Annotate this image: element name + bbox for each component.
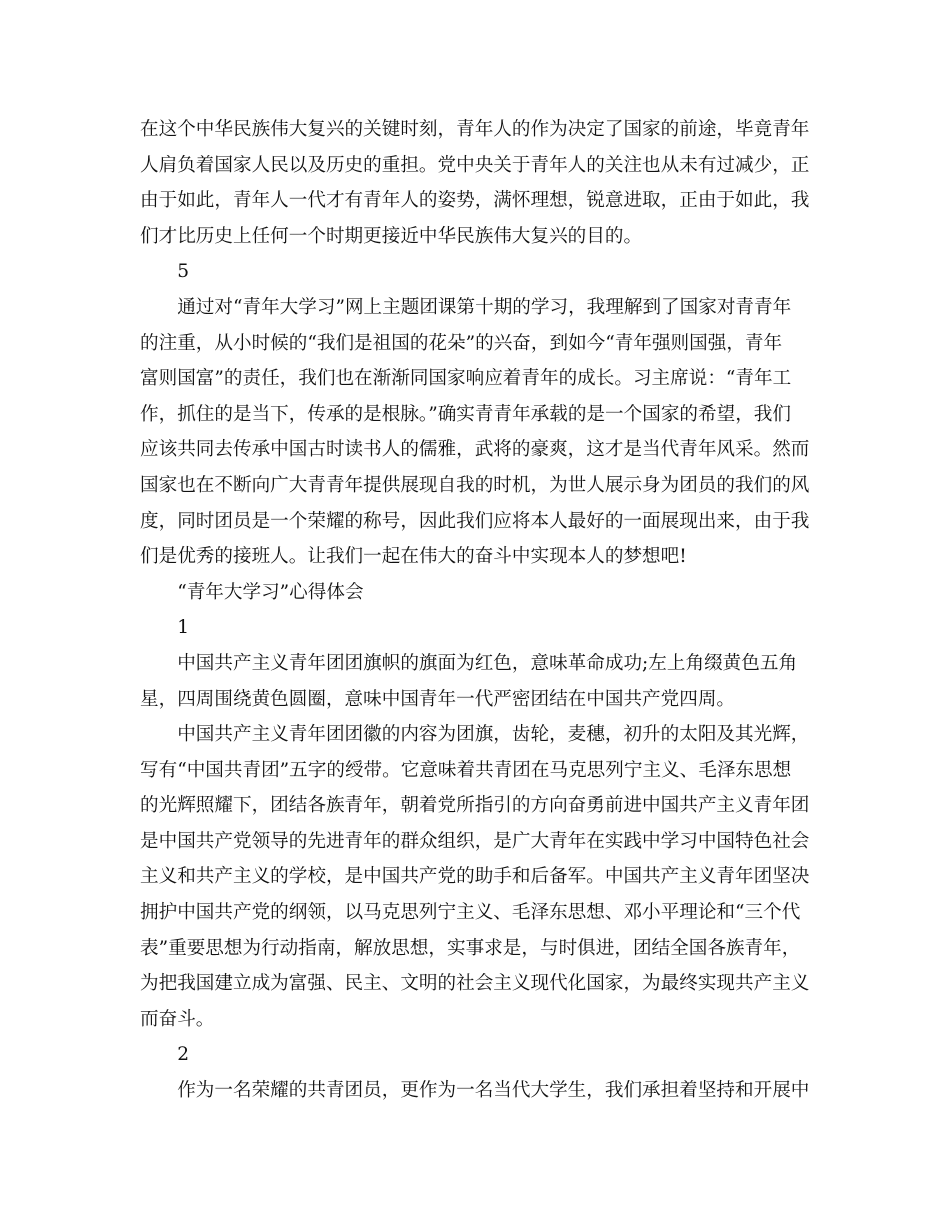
paragraph-line: 作为一名荣耀的共青团员，更作为一名当代大学生，我们承担着坚持和开展中 (177, 1080, 810, 1102)
section-heading-text: “青年大学习”心得体会 (177, 581, 364, 603)
section-number-text: 5 (177, 261, 190, 283)
paragraph-line: 是中国共产党领导的先进青年的群众组织，是广大青年在实践中学习中国特色社会 (140, 830, 810, 852)
paragraph-line: 的光辉照耀下，团结各族青年，朝着党所指引的方向奋勇前进中国共产主义青年团 (140, 795, 810, 817)
paragraph-line: 通过对“青年大学习”网上主题团课第十期的学习，我理解到了国家对青青年 (177, 296, 792, 318)
paragraph-line: 中国共产主义青年团团旗帜的旗面为红色，意味革命成功;左上角缀黄色五角 (177, 652, 798, 674)
paragraph-line: 度，同时团员是一个荣耀的称号，因此我们应将本人最好的一面展现出来，由于我 (140, 510, 810, 532)
paragraph-line: 在这个中华民族伟大复兴的关键时刻，青年人的作为决定了国家的前途，毕竟青年 (140, 119, 810, 140)
paragraph-line: 人肩负着国家人民以及历史的重担。党中央关于青年人的关注也从未有过减少，正 (140, 154, 810, 176)
document-body (140, 112, 830, 1109)
paragraph-line: 们是优秀的接班人。让我们一起在伟大的奋斗中实现本人的梦想吧! (140, 546, 687, 568)
paragraph-line: 为把我国建立成为富强、民主、文明的社会主义现代化国家，为最终实现共产主义 (140, 973, 810, 995)
paragraph (140, 717, 830, 1037)
paragraph-line: 写有“中国共青团”五字的绶带。它意味着共青团在马克思列宁主义、毛泽东思想 (140, 759, 792, 781)
paragraph-line: 而奋斗。 (140, 1008, 215, 1030)
paragraph-line: 作，抓住的是当下，传承的是根脉。”确实青青年承载的是一个国家的希望，我们 (140, 403, 791, 425)
section-number (140, 1037, 830, 1073)
paragraph-line: 应该共同去传承中国古时读书人的儒雅，武将的豪爽，这才是当代青年风采。然而 (140, 439, 810, 461)
paragraph-line: 表”重要思想为行动指南，解放思想，实事求是，与时俱进，团结全国各族青年， (140, 937, 801, 959)
paragraph (140, 112, 830, 254)
section-heading (140, 575, 830, 611)
paragraph-line: 的注重，从小时候的“我们是祖国的花朵”的兴奋，到如今“青年强则国强，青年 (140, 332, 783, 354)
paragraph-line: 星，四周围绕黄色圆圈，意味中国青年一代严密团结在中国共产党四周。 (140, 688, 736, 710)
paragraph-line: 主义和共产主义的学校，是中国共产党的助手和后备军。中国共产主义青年团坚决 (140, 866, 810, 888)
paragraph-line: 们才比历史上任何一个时期更接近中华民族伟大复兴的目的。 (140, 225, 643, 247)
paragraph-line: 由于如此，青年人一代才有青年人的姿势，满怀理想，锐意进取，正由于如此，我 (140, 190, 810, 212)
paragraph (140, 290, 830, 575)
paragraph-line: 国家也在不断向广大青青年提供展现自我的时机，为世人展示身为团员的我们的风 (140, 474, 810, 496)
paragraph-line: 中国共产主义青年团团徽的内容为团旗，齿轮，麦穗，初升的太阳及其光辉， (177, 724, 810, 746)
paragraph (140, 1073, 830, 1109)
section-number (140, 254, 830, 290)
paragraph-line: 拥护中国共产党的纲领，以马克思列宁主义、毛泽东思想、邓小平理论和“三个代 (140, 902, 801, 924)
section-number (140, 610, 830, 646)
section-number-text: 2 (177, 1044, 190, 1066)
paragraph (140, 646, 830, 717)
paragraph-line: 富则国富”的责任，我们也在渐渐同国家响应着青年的成长。习主席说：“青年工 (140, 368, 792, 390)
section-number-text: 1 (177, 617, 190, 639)
